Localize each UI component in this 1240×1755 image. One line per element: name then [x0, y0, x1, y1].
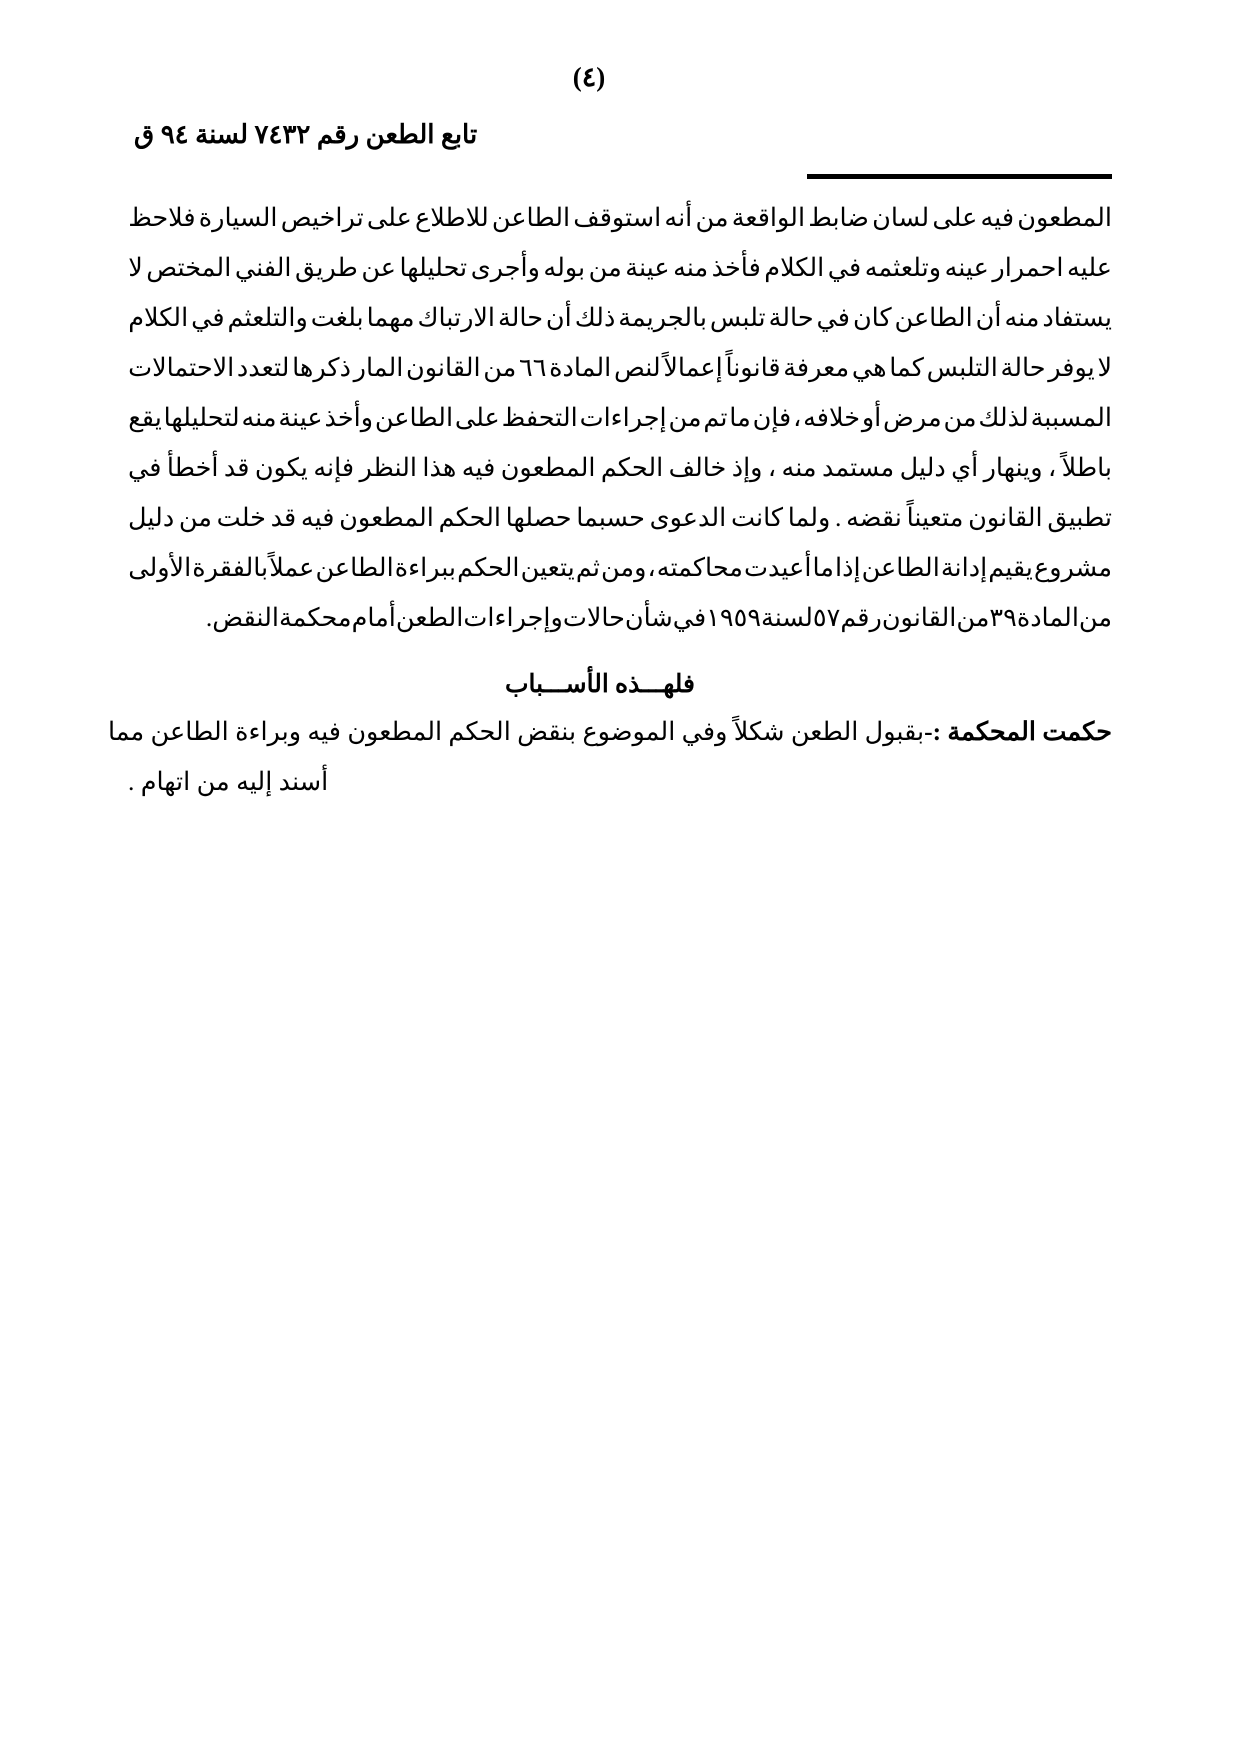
body-word: على [366, 203, 412, 233]
body-word: ، [793, 403, 802, 433]
header-title: تابع الطعن رقم ٧٤٣٢ لسنة ٩٤ ق [134, 120, 478, 149]
body-word: المسببة [1030, 403, 1112, 433]
body-word: معرفة [783, 353, 850, 383]
body-word: منه [673, 253, 709, 283]
body-text-line [128, 555, 1112, 605]
body-word: حالات [562, 603, 625, 633]
body-word: ما [812, 553, 834, 583]
body-word: المطعون [500, 453, 596, 483]
body-word: يستفاد [1042, 303, 1112, 333]
body-word: على [454, 403, 500, 433]
body-word: في [191, 303, 225, 333]
body-word: من [1078, 603, 1112, 633]
body-word: تلبس [709, 303, 766, 333]
body-word: من [668, 403, 702, 433]
body-word: تم [703, 403, 728, 433]
ruling-text: بقبول الطعن شكلاً وفي الموضوع بنقض الحكم المطعون فيه وبراءة الطاعن مما [108, 717, 925, 747]
body-word: والتلعثم [227, 303, 308, 333]
body-word: حصلها [505, 503, 572, 533]
body-word: مهما [366, 303, 415, 333]
body-word: بالجريمة [618, 303, 707, 333]
body-word: ٦٦ [519, 353, 547, 383]
body-text-line [128, 455, 1112, 505]
body-word: الحكم [457, 553, 520, 583]
body-word: الارتباك [417, 303, 496, 333]
body-word: . [205, 603, 213, 633]
body-word: باطلاً [1061, 453, 1112, 483]
body-word: المختص [146, 253, 232, 283]
body-word: المطعون [1017, 203, 1112, 233]
body-word: النظر [359, 453, 417, 483]
body-word: بوله [543, 253, 586, 283]
body-word: منه [781, 453, 817, 483]
body-word: ١٩٥٩ [706, 603, 762, 633]
body-word: الحكم [600, 453, 664, 483]
body-word: المطعون [339, 503, 434, 533]
body-word: كان [852, 303, 892, 333]
body-word: أي [951, 453, 979, 483]
body-word: ، [767, 453, 777, 483]
body-word: ذلك [574, 303, 616, 333]
body-word: القانون [968, 503, 1043, 533]
body-word: لسنة [761, 603, 813, 633]
body-word: . [835, 503, 842, 533]
body-word: لسان [872, 203, 930, 233]
body-word: ببراءة [394, 553, 457, 583]
body-word: الطاعن [491, 203, 571, 233]
body-word: أعيدت [744, 553, 812, 583]
body-word: ثم [575, 553, 600, 583]
body-word: مستمد [821, 453, 895, 483]
body-word: حسبما [576, 503, 645, 533]
body-word: طريق [295, 253, 358, 283]
body-word: حالة [497, 303, 543, 333]
body-word: فيه [461, 453, 496, 483]
body-word: وإذ [731, 453, 763, 483]
body-word: القانون [406, 353, 481, 383]
body-word: قد [223, 453, 250, 483]
body-word: عينه [944, 253, 989, 283]
body-word: لنص [613, 353, 661, 383]
body-text-line [128, 205, 1112, 255]
body-word: القانون [881, 603, 957, 633]
header-divider-rule [807, 174, 1112, 179]
body-word: هذا [422, 453, 457, 483]
body-text-line [128, 405, 1112, 455]
body-word: خالف [668, 453, 727, 483]
body-word: التحفظ [501, 403, 578, 433]
body-word: التلبس [926, 353, 998, 383]
body-word: في [816, 303, 850, 333]
body-word: بالفقرة [192, 553, 269, 583]
body-word: أخطأ [166, 453, 219, 483]
ruling-label: حكمت المحكمة :- [924, 717, 1112, 747]
body-word: فإنه [313, 453, 355, 483]
body-word: دليل [128, 503, 175, 533]
body-word: ، [1047, 453, 1057, 483]
court-ruling-paragraph [108, 717, 1112, 819]
body-word: الدعوى [649, 503, 727, 533]
body-word: هي [851, 353, 887, 383]
body-word: كانت [730, 503, 783, 533]
body-word: لتحليلها [163, 403, 240, 433]
body-word: في [128, 453, 162, 483]
body-word: يكون [254, 453, 308, 483]
body-word: في [827, 253, 862, 283]
body-word: حالة [768, 303, 814, 333]
body-word: يتعين [520, 553, 575, 583]
body-word: فلاحظ [128, 203, 196, 233]
section-heading-reasons: فلهـــذه الأســـباب [505, 671, 695, 699]
body-word: عينة [625, 253, 670, 283]
body-word: أن [545, 303, 572, 333]
body-word: وتلعثمه [864, 253, 942, 283]
body-word: المادة [1016, 603, 1079, 633]
body-word: رقم [840, 603, 882, 633]
document-header [128, 117, 1112, 179]
body-word: مشروع [1033, 553, 1112, 583]
body-paragraph [128, 205, 1112, 655]
body-word: ٣٩ [989, 603, 1017, 633]
body-word: إجراءات [579, 403, 667, 433]
body-word: عن [361, 253, 396, 283]
body-text-line [128, 255, 1112, 305]
body-word: يقيم [988, 553, 1033, 583]
body-word: احمرار [992, 253, 1064, 283]
body-word: استوقف [573, 203, 662, 233]
body-word: الطعن [395, 603, 464, 633]
body-word: أمام [351, 603, 396, 633]
body-word: حالة [1000, 353, 1046, 383]
body-word: مرض [883, 403, 942, 433]
body-word: كما [889, 353, 924, 383]
body-word: ، [647, 553, 656, 583]
body-word: شأن [624, 603, 673, 633]
body-word: تحليلها [399, 253, 468, 283]
page-content [0, 0, 1240, 819]
body-word: نقضه [846, 503, 902, 533]
body-text-line [128, 355, 1112, 405]
body-text-line [128, 605, 1112, 655]
body-word: الطاعن [894, 303, 973, 333]
body-word: السيارة [198, 203, 278, 233]
ruling-text-continued: أسند إليه من اتهام . [128, 767, 329, 797]
body-word: الطاعن [374, 403, 454, 433]
body-word: الواقعة [731, 203, 806, 233]
body-word: وأخذ [324, 403, 374, 433]
body-word: متعيناً [906, 503, 964, 533]
body-word: لا [128, 253, 143, 283]
body-word: عليه [1066, 253, 1112, 283]
body-word: الطاعن [861, 553, 940, 583]
body-word: المار [353, 353, 404, 383]
body-word: خلت [216, 503, 266, 533]
body-word: الحكم [438, 503, 501, 533]
body-word: يقع [128, 403, 162, 433]
body-word: قانوناً [725, 353, 781, 383]
body-word: محكمة [278, 603, 352, 633]
body-word: أو [861, 403, 882, 433]
body-word: بلغت [310, 303, 364, 333]
body-word: تطبيق [1047, 503, 1112, 533]
body-word: الاحتمالات [128, 353, 235, 383]
body-word: في [672, 603, 707, 633]
body-word: من [943, 403, 977, 433]
body-word: محاكمته [656, 553, 743, 583]
body-word: ضابط [808, 203, 869, 233]
body-word: دليل [899, 453, 946, 483]
body-word: وإجراءات [463, 603, 563, 633]
page-number: (٤) [572, 62, 606, 92]
body-word: فأخذ [711, 253, 761, 283]
body-word: منه [241, 403, 277, 433]
body-word: لا [1097, 353, 1112, 383]
body-word: من [483, 353, 517, 383]
ruling-line-primary [108, 717, 1112, 769]
body-word: ذكرها [292, 353, 351, 383]
body-word: منه [1004, 303, 1040, 333]
body-word: ولما [787, 503, 831, 533]
body-word: وينهار [983, 453, 1043, 483]
body-word: فإن [752, 403, 792, 433]
body-word: تراخيص [280, 203, 364, 233]
ruling-line-secondary [128, 769, 1112, 819]
body-word: ومن [601, 553, 647, 583]
body-word: عينة [278, 403, 323, 433]
body-word: ما [729, 403, 751, 433]
body-word: فيه [980, 203, 1015, 233]
body-word: إعمالاً [663, 353, 723, 383]
body-word: لتعدد [236, 353, 290, 383]
body-word: من [178, 503, 212, 533]
body-word: الطاعن [315, 553, 394, 583]
body-word: يوفر [1048, 353, 1095, 383]
body-word: الكلام [764, 253, 825, 283]
body-word: إذا [835, 553, 861, 583]
body-word: ٥٧ [812, 603, 841, 633]
body-word: على [932, 203, 978, 233]
body-word: من [695, 203, 729, 233]
body-word: قد [270, 503, 297, 533]
body-word: الفني [234, 253, 292, 283]
body-word: فيه [300, 503, 335, 533]
body-word: النقض [212, 603, 279, 633]
body-word: إدانة [940, 553, 988, 583]
body-word: لذلك [978, 403, 1029, 433]
body-word: خلافه [803, 403, 860, 433]
body-word: أن [975, 303, 1002, 333]
body-word: من [956, 603, 990, 633]
body-word: من [588, 253, 622, 283]
body-word: وأجرى [470, 253, 540, 283]
body-word: للاطلاع [415, 203, 489, 233]
body-word: الكلام [128, 303, 189, 333]
body-text-line [128, 305, 1112, 355]
body-text-line [128, 505, 1112, 555]
body-word: المادة [549, 353, 612, 383]
body-word: الأولى [128, 553, 192, 583]
body-word: أنه [664, 203, 693, 233]
body-word: عملاً [269, 553, 315, 583]
